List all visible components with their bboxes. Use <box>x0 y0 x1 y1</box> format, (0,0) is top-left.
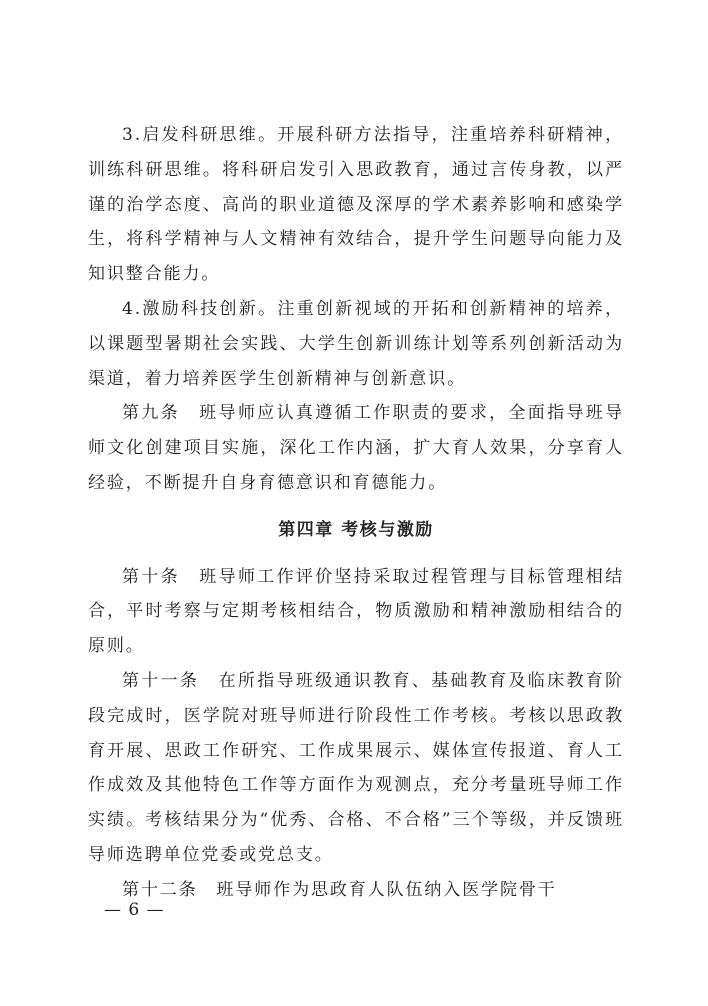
paragraph-article-10: 第十条 班导师工作评价坚持采取过程管理与目标管理相结合，平时考察与定期考核相结合，物质激励和精神激励相结合的原则。 <box>88 566 624 657</box>
chapter-heading: 第四章 考核与激励 <box>278 519 434 540</box>
paragraph-encourage-innovation: 4.激励科技创新。注重创新视域的开拓和创新精神的培养，以课题型暑期社会实践、大学生创新训练计划等系列创新活动为渠道，着力培养医学生创新精神与创新意识。 <box>88 298 624 389</box>
paragraph-inspire-research: 3.启发科研思维。开展科研方法指导，注重培养科研精神，训练科研思维。将科研启发引入思政教育，通过言传身教，以严谨的治学态度、高尚的职业道德及深厚的学术素养影响和感染学生，将科学精神与人文精神有效结合，提升学生问题导向能力及知识整合能力。 <box>88 125 624 285</box>
paragraph-article-9: 第九条 班导师应认真遵循工作职责的要求，全面指导班导师文化创建项目实施，深化工作内涵，扩大育人效果，分享育人经验，不断提升自身育德意识和育德能力。 <box>88 403 624 493</box>
paragraph-article-12: 第十二条 班导师作为思政育人队伍纳入医学院骨干 <box>122 879 557 900</box>
body-text <box>88 118 624 908</box>
paragraph-article-11: 第十一条 在所指导班级通识教育、基础教育及临床教育阶段完成时，医学院对班导师进行阶段性工作考核。考核以思政教育开展、思政工作研究、工作成果展示、媒体宣传报道、育人工作成效及其他特色工作等方面作为观测点，充分考量班导师工作实绩。考核结果分为“优秀、合格、不合格”三个等级，并反馈班导师选聘单位党委或党总支。 <box>88 670 624 865</box>
page-number: — 6 — <box>104 900 165 920</box>
